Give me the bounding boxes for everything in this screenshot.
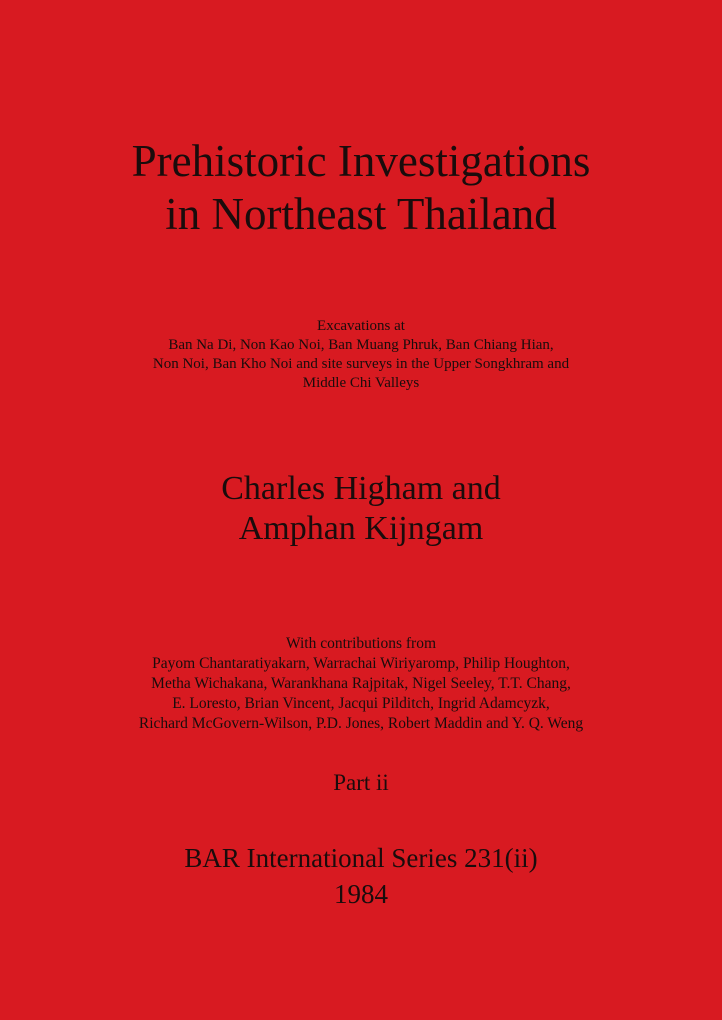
- contributors: [0, 634, 722, 734]
- author-line-2: Amphan Kijngam: [238, 510, 484, 547]
- contrib-line-4: Richard McGovern-Wilson, P.D. Jones, Robert Maddin and Y. Q. Weng: [138, 715, 584, 732]
- title-line-2: in Northeast Thailand: [165, 189, 557, 239]
- title-line-1: Prehistoric Investigations: [131, 136, 591, 186]
- contrib-line-3: E. Loresto, Brian Vincent, Jacqui Pilditch, Ingrid Adamcyzk,: [172, 695, 550, 712]
- author-line-1: Charles Higham and: [221, 470, 501, 507]
- subtitle-line-4: Middle Chi Valleys: [302, 375, 420, 391]
- series-year: 1984: [334, 879, 388, 909]
- subtitle-line-2: Ban Na Di, Non Kao Noi, Ban Muang Phruk, Ban Chiang Hian,: [168, 337, 554, 353]
- book-subtitle: [0, 317, 722, 393]
- contrib-heading: With contributions from: [285, 635, 437, 652]
- part-label: Part ii: [333, 770, 389, 795]
- series-info: [0, 840, 722, 912]
- contrib-line-2: Metha Wichakana, Warankhana Rajpitak, Nigel Seeley, T.T. Chang,: [151, 675, 571, 692]
- series-name: BAR International Series 231(ii): [184, 843, 538, 873]
- contrib-line-1: Payom Chantaratiyakarn, Warrachai Wiriyaromp, Philip Houghton,: [152, 655, 570, 672]
- subtitle-line-1: Excavations at: [317, 318, 405, 334]
- book-title: [0, 135, 722, 241]
- book-authors: [0, 469, 722, 549]
- subtitle-line-3: Non Noi, Ban Kho Noi and site surveys in the Upper Songkhram and: [152, 356, 570, 372]
